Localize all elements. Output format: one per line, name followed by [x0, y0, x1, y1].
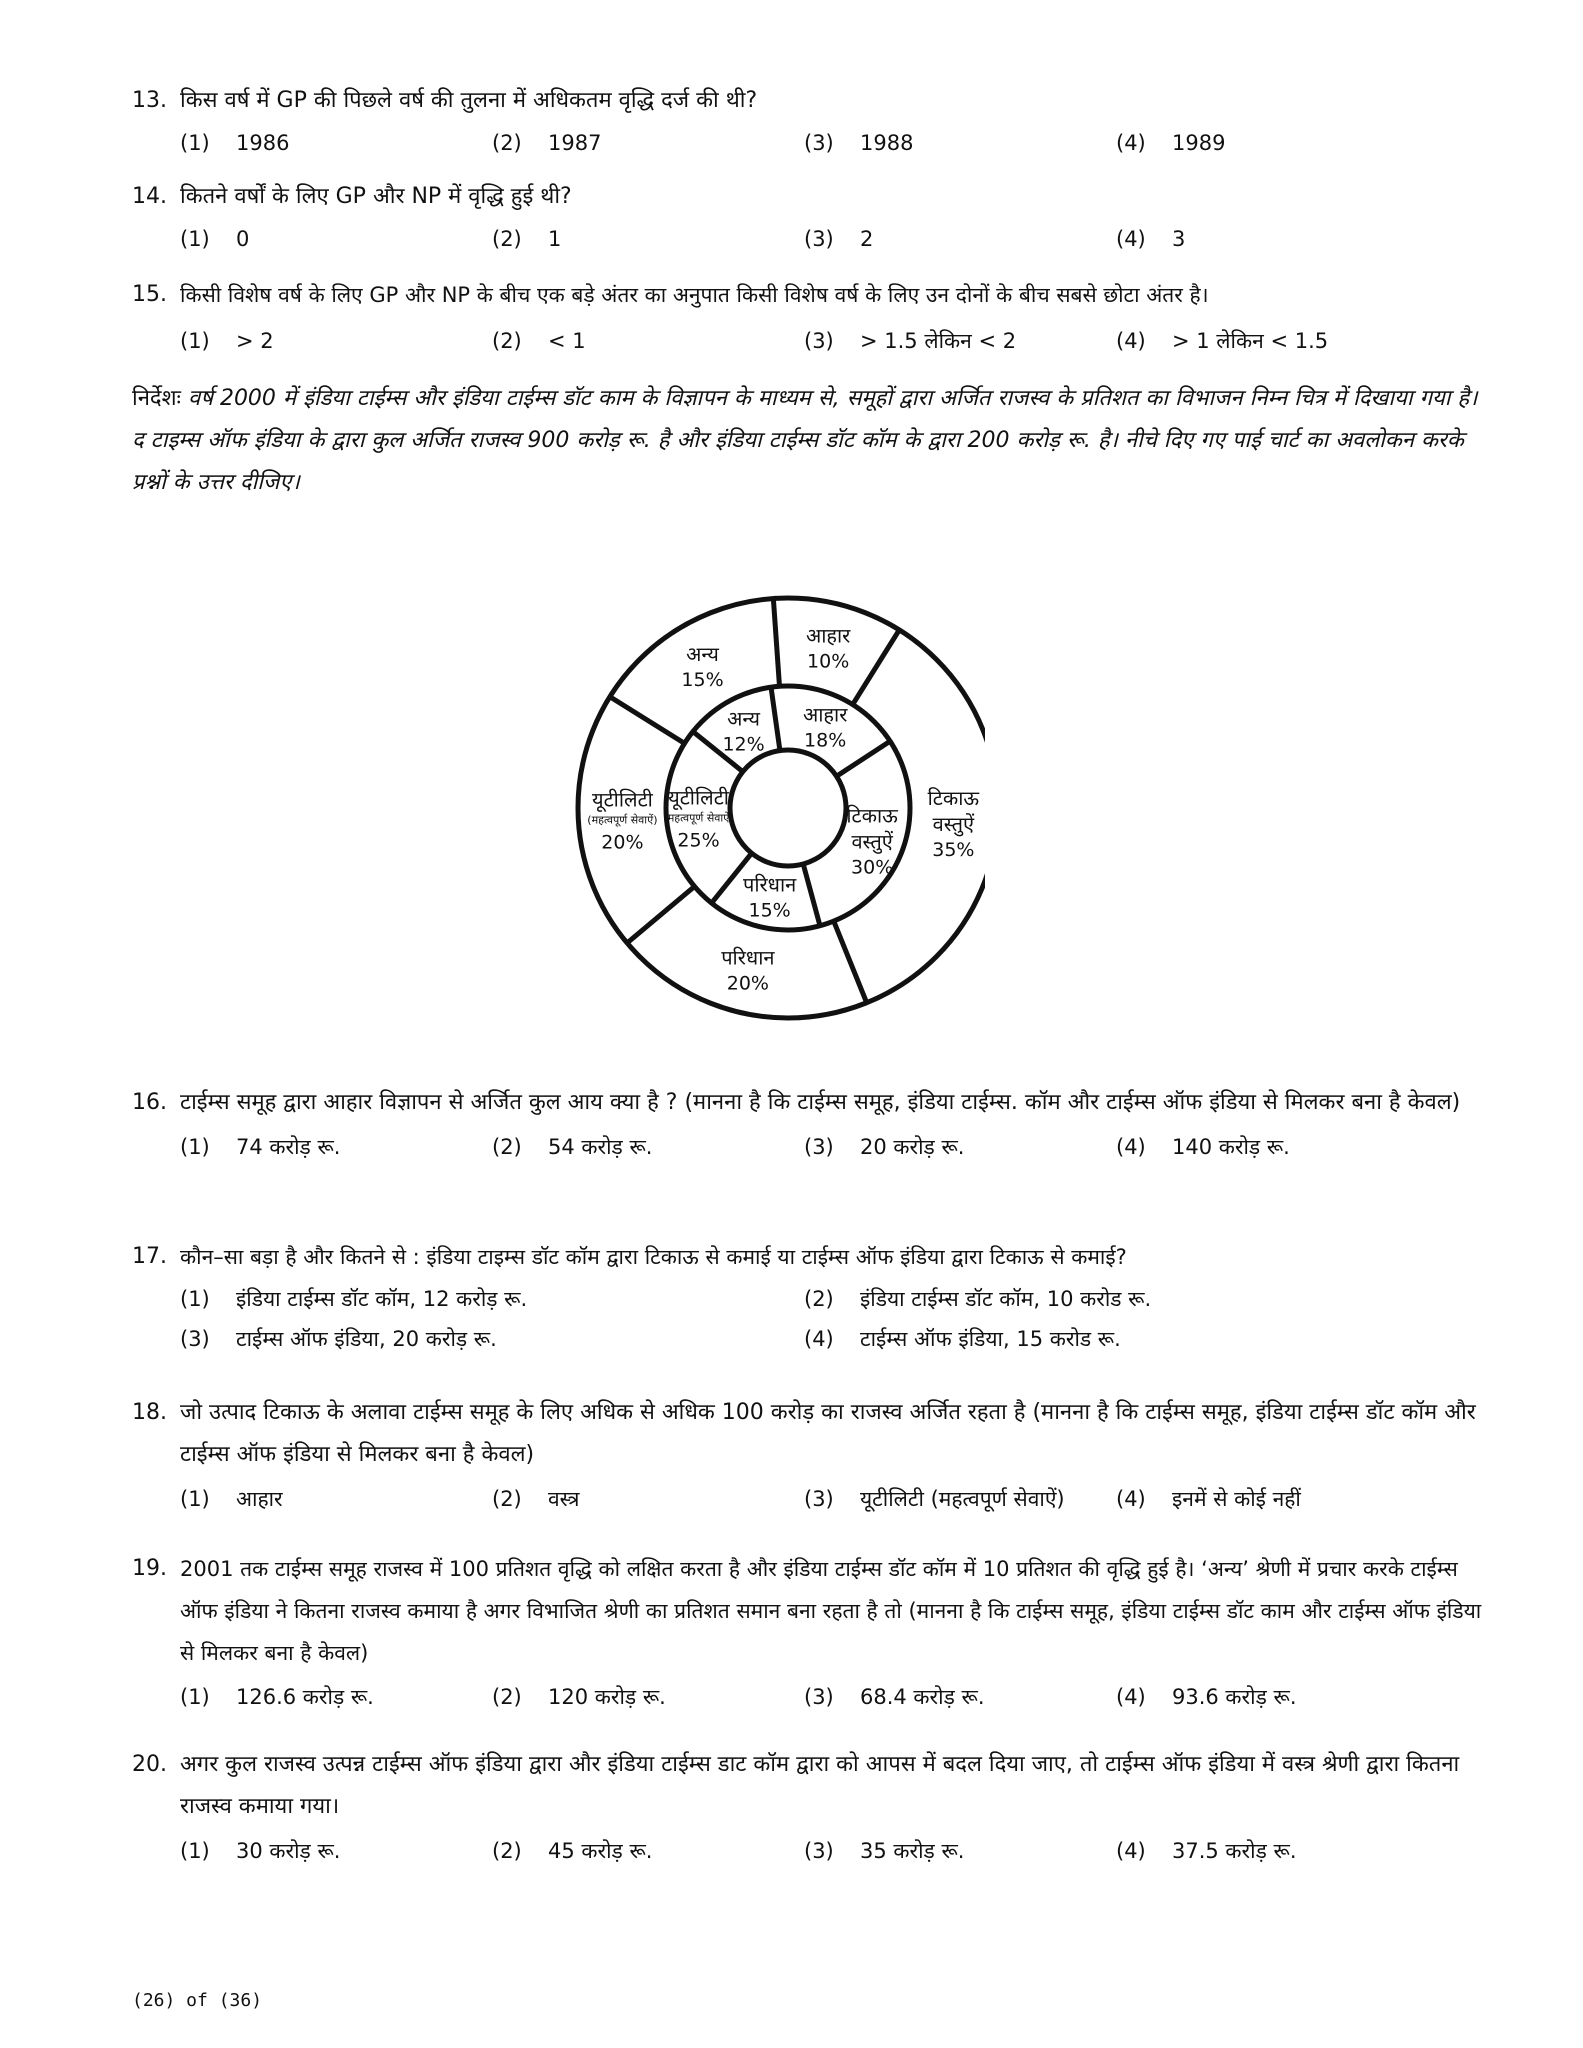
inner-value-2: 15%: [748, 899, 791, 922]
option-3[interactable]: (3) 68.4 करोड़ रू.: [804, 1685, 985, 1709]
question-20: [132, 1744, 1482, 1870]
outer-label-4: अन्य: [686, 642, 719, 667]
inner-label-1: टिकाऊ: [846, 803, 898, 828]
question-number: 14.: [132, 184, 167, 209]
option-2[interactable]: (2) 1987: [492, 131, 602, 155]
option-2[interactable]: (2) < 1: [492, 329, 586, 353]
options-row: [180, 1278, 1482, 1318]
question-text: कौन–सा बड़ा है और कितने से : इंडिया टाइम्स डॉट कॉम द्वारा टिकाऊ से कमाई या टाईम्स ऑफ इंडिया द्वारा टिकाऊ से कमाई?: [180, 1245, 1127, 1269]
directions: [132, 378, 1482, 504]
outer-label-3: (महत्वपूर्ण सेवाऐं): [587, 813, 658, 827]
outer-label-1: वस्तुऐं: [932, 811, 975, 836]
option-3[interactable]: (3) > 1.5 लेकिन < 2: [804, 329, 1017, 353]
outer-label-1: टिकाऊ: [927, 785, 980, 810]
question-17: [132, 1236, 1482, 1358]
question-text: कितने वर्षों के लिए GP और NP में वृद्धि हुई थी?: [180, 184, 572, 209]
directions-label: निर्देशः: [132, 386, 181, 411]
options-row: [180, 122, 1482, 162]
inner-value-0: 18%: [804, 729, 847, 752]
question-number: 16.: [132, 1090, 167, 1115]
question-13: [132, 80, 1482, 162]
inner-label-0: आहार: [802, 702, 848, 727]
outer-divider-4: [610, 697, 685, 744]
options-row: [180, 1830, 1482, 1870]
ring-circle-2: [730, 750, 846, 866]
outer-value-2: 20%: [726, 972, 769, 995]
question-number: 19.: [132, 1556, 167, 1581]
outer-label-0: आहार: [805, 623, 851, 648]
inner-divider-2: [803, 864, 820, 926]
options-row: [180, 1478, 1482, 1518]
option-3[interactable]: (3) 35 करोड़ रू.: [804, 1839, 965, 1863]
page-number: (26) of (36): [132, 1990, 263, 2011]
option-4[interactable]: (4) 140 करोड़ रू.: [1116, 1135, 1290, 1159]
question-number: 20.: [132, 1752, 167, 1777]
question-19: [132, 1548, 1482, 1716]
option-1[interactable]: (1) 30 करोड़ रू.: [180, 1839, 341, 1863]
inner-value-3: 25%: [677, 829, 720, 852]
inner-label-3: (महत्वपूर्ण सेवाऐं): [663, 811, 734, 825]
outer-divider-1: [853, 630, 900, 705]
question-text: किसी विशेष वर्ष के लिए GP और NP के बीच एक बड़े अंतर का अनुपात किसी विशेष वर्ष के लिए उन दोनों के बीच सबसे छोटा अंतर है।: [180, 283, 1209, 307]
outer-value-3: 20%: [601, 831, 644, 854]
question-number: 17.: [132, 1244, 167, 1269]
outer-value-1: 35%: [932, 838, 975, 861]
option-1[interactable]: (1) 1986: [180, 131, 290, 155]
inner-value-4: 12%: [722, 733, 765, 756]
question-15: [132, 274, 1482, 360]
option-3[interactable]: (3) 20 करोड़ रू.: [804, 1135, 965, 1159]
option-1[interactable]: (1) आहार: [180, 1487, 283, 1511]
option-1[interactable]: (1) 126.6 करोड़ रू.: [180, 1685, 374, 1709]
option-2[interactable]: (2) वस्त्र: [492, 1487, 580, 1511]
question-18: [132, 1392, 1482, 1518]
option-3[interactable]: (3) 2: [804, 227, 874, 251]
outer-value-4: 15%: [681, 669, 724, 692]
question-number: 18.: [132, 1400, 167, 1425]
inner-label-2: परिधान: [742, 872, 797, 897]
inner-label-3: यूटीलिटी: [668, 785, 729, 810]
outer-label-3: यूटीलिटी: [591, 787, 653, 812]
question-14: [132, 176, 1482, 258]
outer-label-2: परिधान: [721, 945, 775, 970]
options-row: [180, 320, 1482, 360]
option-3[interactable]: (3) 1988: [804, 131, 914, 155]
question-16: [132, 1082, 1482, 1166]
options-row: [180, 218, 1482, 258]
option-2[interactable]: (2) इंडिया टाईम्स डॉट कॉम, 10 करोड रू.: [804, 1287, 1152, 1311]
question-text: 2001 तक टाईम्स समूह राजस्व में 100 प्रतिशत वृद्धि को लक्षित करता है और इंडिया टाईम्स डॉट कॉम में 10 प्रतिशत की वृद्धि हुई है। ‘अन्य’ श्रेणी में प्रचार करके टाईम्स ऑफ इंडिया ने कितना राजस्व कमाया है अगर विभाजित श्रेणी का प्रतिशत समान बना रहता है तो (मानना है कि टाईम्स समूह, इंडिया टाईम्स डॉट काम और टाईम्स ऑफ इंडिया से मिलकर बना है केवल): [180, 1557, 1482, 1665]
option-4[interactable]: (4) 93.6 करोड़ रू.: [1116, 1685, 1297, 1709]
question-number: 15.: [132, 282, 167, 307]
option-4[interactable]: (4) 1989: [1116, 131, 1226, 155]
option-1[interactable]: (1) इंडिया टाईम्स डॉट कॉम, 12 करोड़ रू.: [180, 1287, 528, 1311]
option-4[interactable]: (4) इनमें से कोई नहीं: [1116, 1487, 1301, 1511]
outer-divider-2: [834, 921, 867, 1003]
outer-divider-3: [627, 886, 694, 943]
options-row: [180, 1126, 1482, 1166]
question-text: अगर कुल राजस्व उत्पन्न टाईम्स ऑफ इंडिया द्वारा और इंडिया टाईम्स डाट कॉम द्वारा को आपस में बदल दिया जाए, तो टाईम्स ऑफ इंडिया में वस्त्र श्रेणी द्वारा कितना राजस्व कमाया गया।: [180, 1752, 1460, 1819]
option-4[interactable]: (4) 3: [1116, 227, 1186, 251]
option-2[interactable]: (2) 54 करोड़ रू.: [492, 1135, 653, 1159]
option-3[interactable]: (3) यूटीलिटी (महत्वपूर्ण सेवाऐं): [804, 1487, 1065, 1511]
directions-text: वर्ष 2000 में इंडिया टाईम्स और इंडिया टाईम्स डॉट काम के विज्ञापन के माध्यम से, समूहों द्वारा अर्जित राजस्व के प्रतिशत का विभाजन निम्न चित्र में दिखाया गया है। द टाइम्स ऑफ इंडिया के द्वारा कुल अर्जित राजस्व 900 करोड़ रू. है और इंडिया टाईम्स डॉट कॉम के द्वारा 200 करोड़ रू. है। नीचे दिए गए पाई चार्ट का अवलोकन करके प्रश्नों के उत्तर दीजिए।: [132, 386, 1478, 495]
question-text: किस वर्ष में GP की पिछले वर्ष की तुलना में अधिकतम वृद्धि दर्ज की थी?: [180, 88, 758, 113]
question-text: टाईम्स समूह द्वारा आहार विज्ञापन से अर्जित कुल आय क्या है ? (मानना है कि टाईम्स समूह, इंडिया टाईम्स. कॉम और टाईम्स ऑफ इंडिया से मिलकर बना है केवल): [180, 1090, 1461, 1115]
question-text: जो उत्पाद टिकाऊ के अलावा टाईम्स समूह के लिए अधिक से अधिक 100 करोड़ का राजस्व अर्जित रहता है (मानना है कि टाईम्स समूह, इंडिया टाईम्स डॉट कॉम और टाईम्स ऑफ इंडिया से मिलकर बना है केवल): [180, 1400, 1476, 1467]
inner-divider-0: [771, 687, 780, 750]
inner-value-1: 30%: [851, 856, 894, 879]
question-number: 13.: [132, 88, 167, 113]
inner-label-1: वस्तुऐं: [851, 829, 893, 854]
option-4[interactable]: (4) > 1 लेकिन < 1.5: [1116, 329, 1329, 353]
outer-divider-0: [773, 599, 779, 687]
option-2[interactable]: (2) 120 करोड़ रू.: [492, 1685, 666, 1709]
revenue-donut-chart: [555, 535, 985, 1055]
option-1[interactable]: (1) 0: [180, 227, 250, 251]
option-3[interactable]: (3) टाईम्स ऑफ इंडिया, 20 करोड़ रू.: [180, 1327, 497, 1351]
option-1[interactable]: (1) > 2: [180, 329, 274, 353]
inner-label-4: अन्य: [727, 706, 760, 731]
option-4[interactable]: (4) 37.5 करोड़ रू.: [1116, 1839, 1297, 1863]
options-row: [180, 1676, 1482, 1716]
option-2[interactable]: (2) 1: [492, 227, 562, 251]
option-4[interactable]: (4) टाईम्स ऑफ इंडिया, 15 करोड रू.: [804, 1327, 1121, 1351]
options-row: [180, 1318, 1482, 1358]
outer-value-0: 10%: [807, 650, 850, 673]
option-1[interactable]: (1) 74 करोड़ रू.: [180, 1135, 341, 1159]
option-2[interactable]: (2) 45 करोड़ रू.: [492, 1839, 653, 1863]
